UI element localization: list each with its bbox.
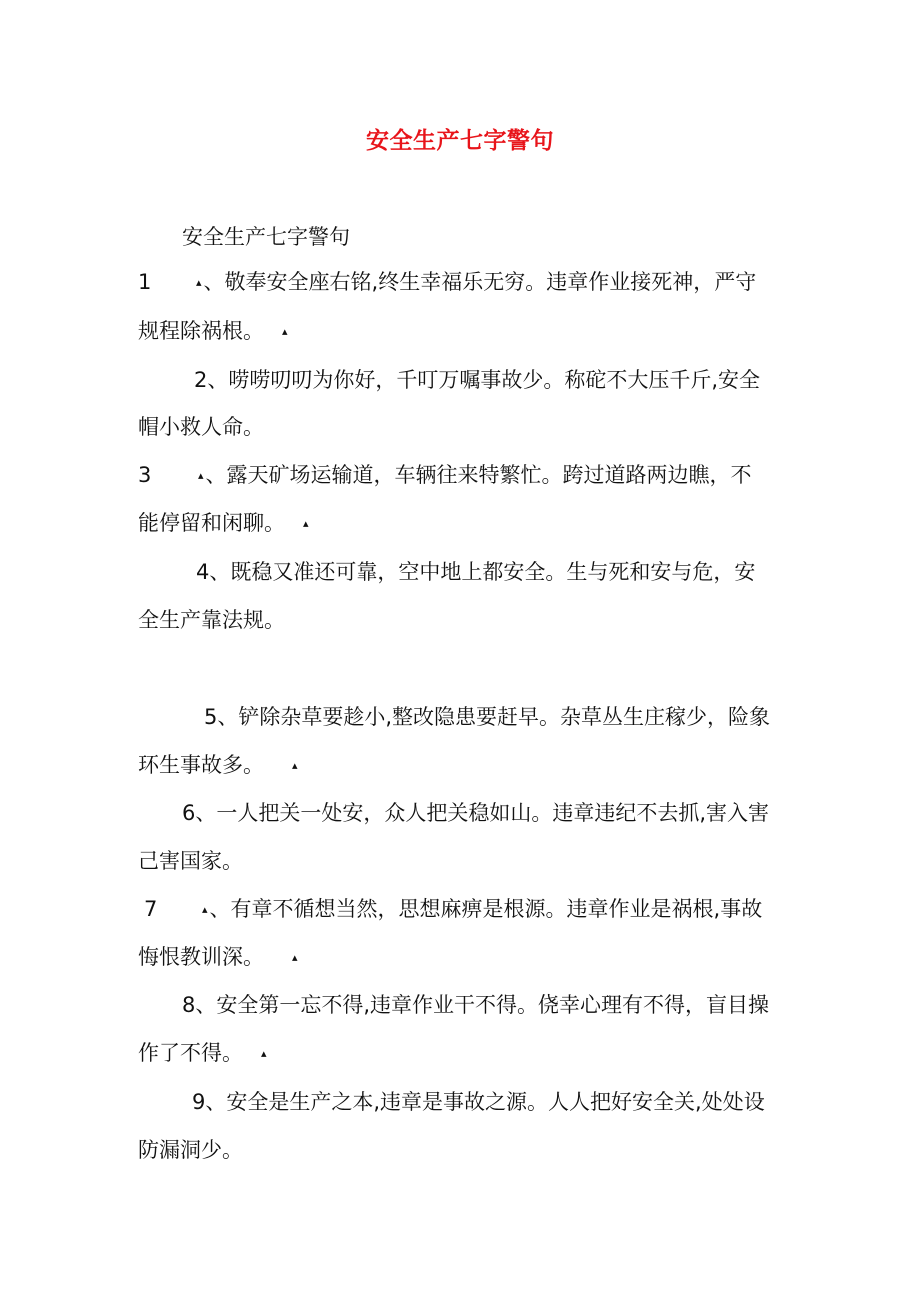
item-3-line-1 xyxy=(138,460,752,491)
item-9-line-2 xyxy=(138,1135,243,1165)
item-number: 5 xyxy=(204,705,218,729)
mark-icon: ▴ xyxy=(202,903,208,916)
item-6-line-2 xyxy=(138,846,243,876)
item-text: 、安全第一忘不得,违章作业干不得。侥幸心理有不得，盲目操 xyxy=(195,993,770,1017)
item-text: 、一人把关一处安，众人把关稳如山。违章违纪不去抓,害入害 xyxy=(195,801,770,825)
item-6-line-1 xyxy=(182,798,769,828)
document-subtitle: 安全生产七字警句 xyxy=(182,225,350,249)
item-1-line-1 xyxy=(138,267,756,298)
document-title: 安全生产七字警句 xyxy=(366,128,554,154)
item-8-line-2 xyxy=(138,1038,269,1069)
item-text: 、露天矿场运输道，车辆往来特繁忙。跨过道路两边瞧，不 xyxy=(205,463,752,487)
item-number: 4 xyxy=(196,560,210,584)
item-2-line-1 xyxy=(194,365,760,395)
item-5-line-1 xyxy=(204,702,770,732)
item-text: 、有章不循想当然，思想麻痹是根源。违章作业是祸根,事故 xyxy=(209,897,763,921)
mark-icon: ▴ xyxy=(198,469,204,482)
item-3-line-2 xyxy=(138,508,311,539)
item-text: 、铲除杂草要趁小,整改隐患要赶早。杂草丛生庄稼少，险象 xyxy=(217,705,771,729)
item-text: 、既稳又准还可靠，空中地上都安全。生与死和安与危，安 xyxy=(209,560,756,584)
mark-icon: ▴ xyxy=(303,517,309,530)
item-text: 能停留和闲聊。 xyxy=(138,511,285,535)
item-1-line-2 xyxy=(138,316,290,347)
item-5-line-2 xyxy=(138,750,300,781)
mark-icon: ▴ xyxy=(292,759,298,772)
item-number: 8 xyxy=(182,993,196,1017)
item-text: 、唠唠叨叨为你好，千叮万嘱事故少。称砣不大压千斤,安全 xyxy=(207,368,761,392)
item-number: 7 xyxy=(144,897,158,921)
item-text: 作了不得。 xyxy=(138,1041,243,1065)
item-number: 2 xyxy=(194,368,208,392)
mark-icon: ▴ xyxy=(261,1047,267,1060)
item-text: 帽小救人命。 xyxy=(138,415,264,439)
item-8-line-1 xyxy=(182,990,769,1020)
item-text: 防漏洞少。 xyxy=(138,1138,243,1162)
mark-icon: ▴ xyxy=(292,951,298,964)
item-number: 1 xyxy=(138,270,152,294)
item-text: 环生事故多。 xyxy=(138,753,264,777)
item-text: 、敬奉安全座右铭,终生幸福乐无穷。违章作业接死神，严守 xyxy=(203,270,757,294)
item-number: 3 xyxy=(138,463,152,487)
item-4-line-2 xyxy=(138,605,285,635)
item-2-line-2 xyxy=(138,412,264,442)
item-number: 9 xyxy=(192,1090,206,1114)
item-text: 全生产靠法规。 xyxy=(138,608,285,632)
item-text: 、安全是生产之本,违章是事故之源。人人把好安全关,处处设 xyxy=(205,1090,765,1114)
item-4-line-1 xyxy=(196,557,755,587)
mark-icon: ▴ xyxy=(196,276,202,289)
item-text: 规程除祸根。 xyxy=(138,319,264,343)
item-number: 6 xyxy=(182,801,196,825)
mark-icon: ▴ xyxy=(282,325,288,338)
item-text: 己害国家。 xyxy=(138,849,243,873)
item-7-line-1 xyxy=(144,894,762,925)
item-9-line-1 xyxy=(192,1087,765,1117)
item-text: 悔恨教训深。 xyxy=(138,945,264,969)
item-7-line-2 xyxy=(138,942,300,973)
